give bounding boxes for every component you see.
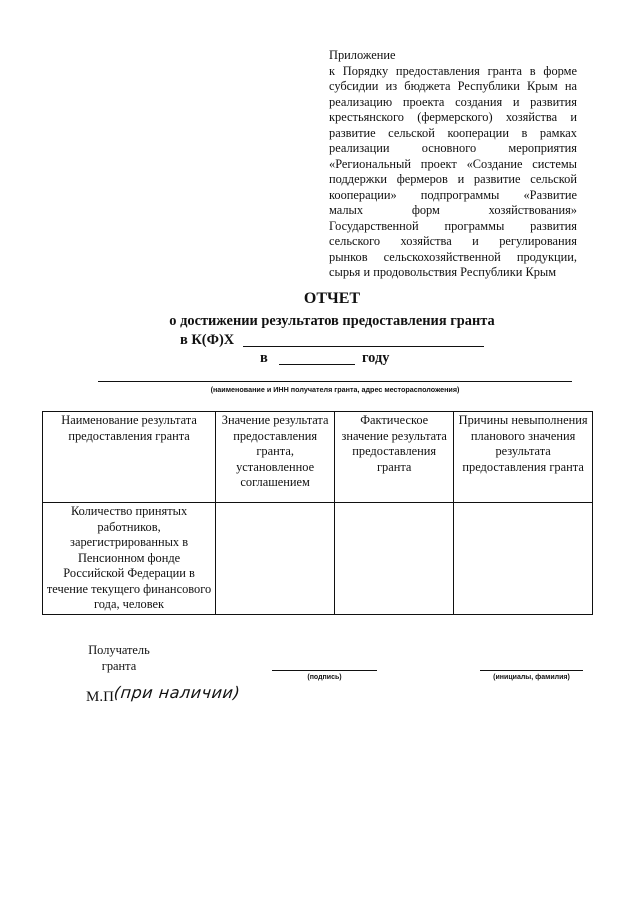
year-prefix: в: [260, 350, 268, 366]
recipient-caption: (наименование и ИНН получателя гранта, адрес месторасположения): [210, 385, 460, 394]
kfh-name-field[interactable]: [243, 346, 484, 347]
seal-handwritten-note: (при наличии): [113, 683, 242, 702]
appendix-line: «Региональный проект «Создание системы: [329, 156, 577, 171]
signature-caption: (подпись): [307, 674, 342, 681]
cell-result-name: Количество принятых работников, зарегистрированных в Пенсионном фонде Российской Федерации в течение текущего финансового года, человек: [43, 503, 216, 615]
appendix-line: субсидии из бюджета Республики Крым на: [329, 79, 577, 93]
name-field[interactable]: [480, 670, 583, 671]
signature-field[interactable]: [272, 670, 377, 671]
appendix-line: сельского хозяйства и регулирования: [329, 234, 577, 248]
appendix-line: сырья и продовольствия Республики Крым: [329, 265, 557, 279]
appendix-line: реализации основного мероприятия: [329, 141, 577, 155]
appendix-block: [329, 48, 577, 281]
recipient-label: Получатель гранта: [88, 643, 150, 673]
seal-label: М.П: [86, 689, 114, 705]
name-caption: (инициалы, фамилия): [493, 674, 570, 681]
appendix-line: реализацию проекта создания и развития: [329, 94, 577, 109]
appendix-line: к Порядку предоставления гранта в форме: [329, 63, 577, 78]
appendix-line: Государственной программы развития: [329, 218, 577, 233]
appendix-line: кооперации» подпрограммы «Развитие: [329, 187, 577, 202]
appendix-line: поддержки фермеров и развитие сельской: [329, 172, 577, 186]
header-result-name: Наименование результата предоставления гранта: [43, 412, 216, 503]
cell-planned-value[interactable]: [216, 503, 335, 615]
cell-actual-value[interactable]: [335, 503, 454, 615]
appendix-line: малых форм хозяйствования»: [329, 203, 577, 217]
table-row: [43, 503, 593, 615]
header-planned-value: Значение результата предоставления гранта, установленное соглашением: [216, 412, 335, 503]
appendix-line: крестьянского (фермерского) хозяйства и: [329, 110, 577, 124]
cell-failure-reasons[interactable]: [454, 503, 593, 615]
report-title: ОТЧЕТ: [303, 290, 361, 307]
recipient-field[interactable]: [98, 381, 572, 382]
header-actual-value: Фактическое значение результата предоставления гранта: [335, 412, 454, 503]
results-table: [42, 411, 593, 615]
table-header-row: [43, 412, 593, 503]
year-suffix: году: [362, 350, 390, 366]
appendix-line: Приложение: [329, 48, 396, 62]
header-failure-reasons: Причины невыполнения планового значения результата предоставления гранта: [454, 412, 593, 503]
kfh-label: в К(Ф)Х: [180, 332, 235, 348]
report-subtitle: о достижении результатов предоставления гранта: [169, 313, 495, 329]
appendix-line: развитие сельской кооперации в рамках: [329, 125, 577, 140]
appendix-line: рынков сельскохозяйственной продукции,: [329, 249, 577, 264]
year-field[interactable]: [279, 364, 355, 365]
